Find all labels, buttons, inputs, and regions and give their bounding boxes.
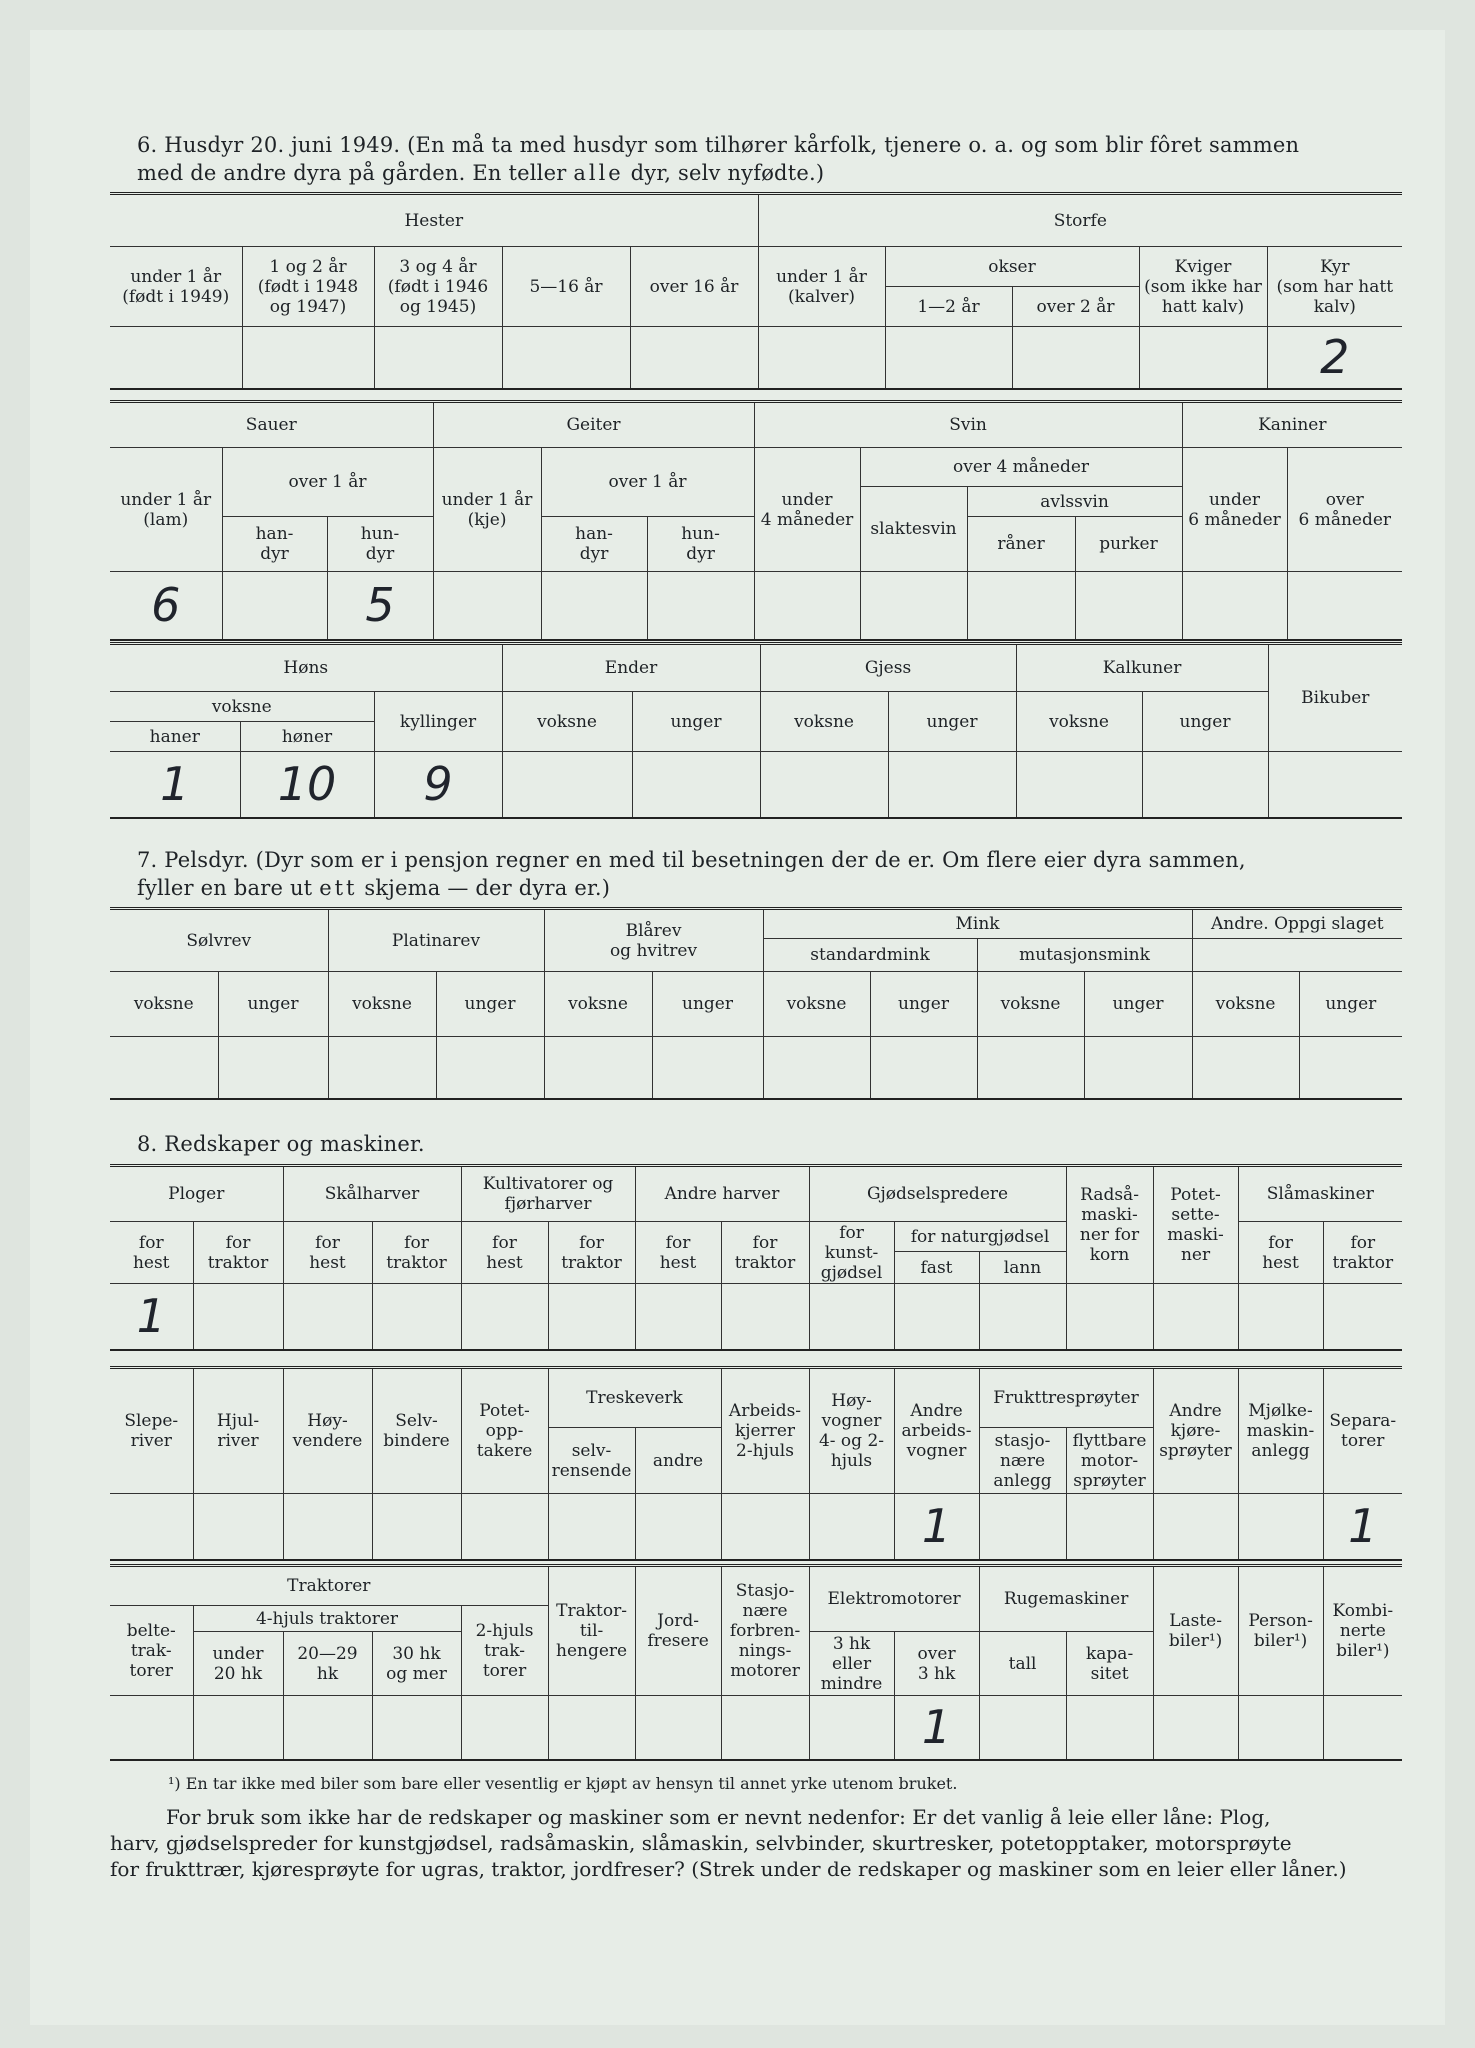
col-hester-under-1: under 1 år (født i 1949) bbox=[110, 247, 242, 327]
cell[interactable] bbox=[635, 1494, 721, 1560]
cell[interactable] bbox=[894, 1284, 979, 1350]
cell[interactable] bbox=[979, 1696, 1066, 1760]
col-fast: fast bbox=[894, 1252, 979, 1284]
col-sla-hest: for hest bbox=[1238, 1222, 1323, 1284]
cell[interactable] bbox=[652, 1037, 763, 1099]
col-gjess-voksne: voksne bbox=[760, 692, 888, 752]
col-haner: haner bbox=[110, 722, 240, 752]
cell[interactable] bbox=[502, 752, 632, 818]
header-solvrev: Sølvrev bbox=[110, 909, 328, 972]
header-blarev: Blårev og hvitrev bbox=[544, 909, 763, 972]
cell[interactable] bbox=[870, 1037, 977, 1099]
col-kalver: under 1 år (kalver) bbox=[758, 247, 885, 327]
cell[interactable] bbox=[193, 1494, 283, 1560]
cell[interactable] bbox=[721, 1696, 809, 1760]
col-arbeidskjerrer: Arbeids- kjerrer 2-hjuls bbox=[721, 1368, 809, 1494]
col-honer: høner bbox=[240, 722, 374, 752]
col-voksne: voksne bbox=[110, 972, 218, 1037]
header-sauer-over-1: over 1 år bbox=[222, 448, 433, 517]
cell[interactable] bbox=[1153, 1494, 1238, 1560]
cell[interactable] bbox=[1139, 327, 1267, 389]
cell[interactable] bbox=[1287, 572, 1402, 640]
col-voksne: voksne bbox=[544, 972, 652, 1037]
cell[interactable] bbox=[632, 752, 760, 818]
cell[interactable] bbox=[283, 1284, 372, 1350]
cell[interactable] bbox=[630, 327, 758, 389]
col-plog-hest: for hest bbox=[110, 1222, 193, 1284]
col-lam: under 1 år (lam) bbox=[110, 448, 222, 572]
col-beltetraktorer: belte- trak- torer bbox=[110, 1606, 193, 1696]
cell[interactable] bbox=[372, 1284, 461, 1350]
cell[interactable] bbox=[1182, 572, 1287, 640]
col-potetsettemaskiner: Potet- sette- maski- ner bbox=[1153, 1166, 1238, 1284]
col-2-hjuls-traktorer: 2-hjuls trak- torer bbox=[461, 1606, 548, 1696]
col-traktortilhengere: Traktor- til- hengere bbox=[548, 1566, 635, 1696]
col-unger: unger bbox=[1299, 972, 1402, 1037]
cell[interactable] bbox=[110, 1494, 193, 1560]
cell[interactable] bbox=[218, 1037, 328, 1099]
cell[interactable] bbox=[1066, 1494, 1153, 1560]
col-plog-traktor: for traktor bbox=[193, 1222, 283, 1284]
table-redskaper-2 bbox=[110, 1366, 1402, 1561]
cell[interactable] bbox=[1066, 1284, 1153, 1350]
header-ender: Ender bbox=[502, 644, 760, 692]
cell[interactable] bbox=[635, 1284, 721, 1350]
cell-andre-arbeidsvogner-value[interactable]: 1 bbox=[894, 1494, 979, 1560]
col-hoyvendere: Høy- vendere bbox=[283, 1368, 372, 1494]
cell[interactable] bbox=[760, 752, 888, 818]
cell[interactable] bbox=[1142, 752, 1268, 818]
cell[interactable] bbox=[977, 1037, 1084, 1099]
cell-separatorer-value[interactable]: 1 bbox=[1323, 1494, 1402, 1560]
cell[interactable] bbox=[193, 1284, 283, 1350]
header-hons: Høns bbox=[110, 644, 502, 692]
col-flyttbare-motorsproyter: flyttbare motor- sprøyter bbox=[1066, 1428, 1153, 1494]
section-7-line-1: 7. Pelsdyr. (Dyr som er i pensjon regner en med til besetningen der de er. Om flere eier dyra sammen, bbox=[137, 848, 1246, 872]
cell[interactable] bbox=[754, 572, 860, 640]
col-kyllinger: kyllinger bbox=[374, 692, 502, 752]
col-skal-traktor: for traktor bbox=[372, 1222, 461, 1284]
header-geiter: Geiter bbox=[433, 402, 754, 448]
header-platinarev: Platinarev bbox=[328, 909, 544, 972]
cell[interactable] bbox=[110, 1037, 218, 1099]
header-rugemaskiner: Rugemaskiner bbox=[979, 1566, 1153, 1632]
cell[interactable] bbox=[283, 1494, 372, 1560]
col-stasjonaere-motorer: Stasjo- nære forbren- nings- motorer bbox=[721, 1566, 809, 1696]
header-geiter-over-1: over 1 år bbox=[541, 448, 754, 517]
cell[interactable] bbox=[372, 1696, 461, 1760]
header-4-hjuls-traktorer: 4-hjuls traktorer bbox=[193, 1606, 461, 1632]
header-kaniner: Kaniner bbox=[1182, 402, 1402, 448]
col-lastebiler: Laste- biler¹) bbox=[1153, 1566, 1238, 1696]
table-hester-storfe bbox=[110, 192, 1402, 390]
col-voksne: voksne bbox=[763, 972, 870, 1037]
cell[interactable] bbox=[1238, 1696, 1323, 1760]
col-kombinerte-biler: Kombi- nerte biler¹) bbox=[1323, 1566, 1402, 1696]
cell-plog-hest-value[interactable]: 1 bbox=[110, 1284, 193, 1350]
col-mjolkemaskinanlegg: Mjølke- maskin- anlegg bbox=[1238, 1368, 1323, 1494]
section-6-heading bbox=[137, 131, 1407, 187]
cell[interactable] bbox=[502, 327, 630, 389]
cell[interactable] bbox=[461, 1696, 548, 1760]
col-andre-arbeidsvogner: Andre arbeids- vogner bbox=[894, 1368, 979, 1494]
col-under-20-hk: under 20 hk bbox=[193, 1632, 283, 1696]
col-andre-traktor: for traktor bbox=[721, 1222, 809, 1284]
table-sauer-geiter-svin-kaniner bbox=[110, 400, 1402, 641]
col-unger: unger bbox=[218, 972, 328, 1037]
col-sleperiver: Slepe- river bbox=[110, 1368, 193, 1494]
col-over-3-hk: over 3 hk bbox=[894, 1632, 979, 1696]
col-geiter-handyr: han- dyr bbox=[541, 517, 647, 572]
cell[interactable] bbox=[548, 1696, 635, 1760]
header-frukttresproyter: Frukttresprøyter bbox=[979, 1368, 1153, 1428]
header-kalkuner: Kalkuner bbox=[1016, 644, 1268, 692]
cell[interactable] bbox=[1066, 1696, 1153, 1760]
col-andre-hest: for hest bbox=[635, 1222, 721, 1284]
col-sauer-hundyr: hun- dyr bbox=[327, 517, 433, 572]
closing-line-3: for frukttrær, kjøresprøyte for ugras, traktor, jordfreser? (Strek under de redskaper og maskiner som en leier eller låner.) bbox=[110, 1857, 1347, 1881]
cell[interactable] bbox=[860, 572, 967, 640]
header-naturgjodsel: for naturgjødsel bbox=[894, 1222, 1066, 1252]
section-7-heading bbox=[137, 846, 1407, 902]
cell[interactable] bbox=[374, 327, 502, 389]
header-slamaskiner: Slåmaskiner bbox=[1238, 1166, 1402, 1222]
col-jordfresere: Jord- fresere bbox=[635, 1566, 721, 1696]
col-hjulriver: Hjul- river bbox=[193, 1368, 283, 1494]
col-ender-unger: unger bbox=[632, 692, 760, 752]
col-raner: råner bbox=[967, 517, 1075, 572]
col-unger: unger bbox=[870, 972, 977, 1037]
col-andre-kjoresproyter: Andre kjøre- sprøyter bbox=[1153, 1368, 1238, 1494]
col-kyr: Kyr (som har hatt kalv) bbox=[1267, 247, 1402, 327]
col-voksne: voksne bbox=[1192, 972, 1299, 1037]
col-ender-voksne: voksne bbox=[502, 692, 632, 752]
cell[interactable] bbox=[461, 1284, 548, 1350]
col-slaktesvin: slaktesvin bbox=[860, 487, 967, 572]
col-sauer-handyr: han- dyr bbox=[222, 517, 327, 572]
col-kult-hest: for hest bbox=[461, 1222, 548, 1284]
header-andre: Andre. Oppgi slaget bbox=[1192, 909, 1402, 939]
cell[interactable] bbox=[1192, 1037, 1299, 1099]
col-unger: unger bbox=[1084, 972, 1192, 1037]
section-7-line-2: fyller en bare ut ett skjema — der dyra er.) bbox=[137, 876, 611, 900]
cell[interactable] bbox=[1153, 1696, 1238, 1760]
cell[interactable] bbox=[110, 1696, 193, 1760]
header-kultivatorer: Kultivatorer og fjørharver bbox=[461, 1166, 635, 1222]
header-standardmink: standardmink bbox=[763, 939, 977, 972]
header-mink: Mink bbox=[763, 909, 1192, 939]
cell[interactable] bbox=[436, 1037, 544, 1099]
closing-line-2: harv, gjødselspreder for kunstgjødsel, radsåmaskin, slåmaskin, selvbinder, skurtresker, potetopptaker, motorsprøyte bbox=[110, 1831, 1292, 1855]
col-kunstgjodsel: for kunst- gjødsel bbox=[809, 1222, 894, 1284]
header-hons-voksne: voksne bbox=[110, 692, 374, 722]
col-skal-hest: for hest bbox=[283, 1222, 372, 1284]
cell[interactable] bbox=[283, 1696, 372, 1760]
cell-over-3-hk-value[interactable]: 1 bbox=[894, 1696, 979, 1760]
col-okser-1-2: 1—2 år bbox=[885, 287, 1012, 327]
col-unger: unger bbox=[436, 972, 544, 1037]
cell[interactable] bbox=[979, 1284, 1066, 1350]
cell[interactable] bbox=[544, 1037, 652, 1099]
col-radsamaskiner: Radså- maski- ner for korn bbox=[1066, 1166, 1153, 1284]
footnote: ¹) En tar ikke med biler som bare eller vesentlig er kjøpt av hensyn til annet yrke utenom bruket. bbox=[168, 1774, 958, 1793]
col-voksne: voksne bbox=[977, 972, 1084, 1037]
col-3-hk-eller-mindre: 3 hk eller mindre bbox=[809, 1632, 894, 1696]
col-kalkuner-voksne: voksne bbox=[1016, 692, 1142, 752]
cell[interactable] bbox=[1153, 1284, 1238, 1350]
closing-paragraph bbox=[110, 1804, 1405, 1882]
header-andre-harver: Andre harver bbox=[635, 1166, 809, 1222]
cell[interactable] bbox=[885, 327, 1012, 389]
header-okser: okser bbox=[885, 247, 1139, 287]
header-gjodselspredere: Gjødselspredere bbox=[809, 1166, 1066, 1222]
cell[interactable] bbox=[110, 327, 242, 389]
cell[interactable] bbox=[1075, 572, 1182, 640]
cell[interactable] bbox=[461, 1494, 548, 1560]
col-unger: unger bbox=[652, 972, 763, 1037]
cell[interactable] bbox=[721, 1494, 809, 1560]
col-bikuber: Bikuber bbox=[1268, 644, 1402, 752]
cell[interactable] bbox=[372, 1494, 461, 1560]
cell[interactable] bbox=[809, 1696, 894, 1760]
cell[interactable] bbox=[1016, 752, 1142, 818]
header-gjess: Gjess bbox=[760, 644, 1016, 692]
header-andre-blank bbox=[1192, 939, 1402, 972]
col-stasjonaere-anlegg: stasjo- nære anlegg bbox=[979, 1428, 1066, 1494]
cell[interactable] bbox=[758, 327, 885, 389]
table-fjorfe bbox=[110, 642, 1402, 819]
col-okser-over-2: over 2 år bbox=[1012, 287, 1139, 327]
col-kviger: Kviger (som ikke har hatt kalv) bbox=[1139, 247, 1267, 327]
cell[interactable] bbox=[763, 1037, 870, 1099]
col-purker: purker bbox=[1075, 517, 1182, 572]
header-storfe: Storfe bbox=[758, 194, 1402, 247]
col-30-hk-og-mer: 30 hk og mer bbox=[372, 1632, 461, 1696]
cell[interactable] bbox=[979, 1494, 1066, 1560]
col-selvbindere: Selv- bindere bbox=[372, 1368, 461, 1494]
cell-kyr-value[interactable]: 2 bbox=[1267, 327, 1402, 389]
col-voksne: voksne bbox=[328, 972, 436, 1037]
col-rugemaskiner-kapasitet: kapa- sitet bbox=[1066, 1632, 1153, 1696]
col-hester-1-2: 1 og 2 år (født i 1948 og 1947) bbox=[242, 247, 374, 327]
col-hester-5-16: 5—16 år bbox=[502, 247, 630, 327]
cell[interactable] bbox=[1084, 1037, 1192, 1099]
cell[interactable] bbox=[193, 1696, 283, 1760]
header-svin-over-4: over 4 måneder bbox=[860, 448, 1182, 487]
col-rugemaskiner-tall: tall bbox=[979, 1632, 1066, 1696]
cell[interactable] bbox=[541, 572, 647, 640]
cell[interactable] bbox=[1268, 752, 1402, 818]
table-pelsdyr bbox=[110, 907, 1402, 1100]
header-sauer: Sauer bbox=[110, 402, 433, 448]
col-personbiler: Person- biler¹) bbox=[1238, 1566, 1323, 1696]
cell[interactable] bbox=[1323, 1284, 1402, 1350]
col-hester-3-4: 3 og 4 år (født i 1946 og 1945) bbox=[374, 247, 502, 327]
cell[interactable] bbox=[1323, 1696, 1402, 1760]
col-sla-traktor: for traktor bbox=[1323, 1222, 1402, 1284]
table-redskaper-1 bbox=[110, 1164, 1402, 1351]
cell[interactable] bbox=[1299, 1037, 1402, 1099]
cell[interactable] bbox=[967, 572, 1075, 640]
col-potetopptakere: Potet- opp- takere bbox=[461, 1368, 548, 1494]
header-skalharver: Skålharver bbox=[283, 1166, 461, 1222]
col-svin-under-4: under 4 måneder bbox=[754, 448, 860, 572]
header-treskeverk: Treskeverk bbox=[548, 1368, 721, 1428]
col-kaniner-under-6: under 6 måneder bbox=[1182, 448, 1287, 572]
col-kje: under 1 år (kje) bbox=[433, 448, 541, 572]
cell[interactable] bbox=[635, 1696, 721, 1760]
header-mutasjonsmink: mutasjonsmink bbox=[977, 939, 1192, 972]
cell[interactable] bbox=[647, 572, 754, 640]
col-gjess-unger: unger bbox=[888, 692, 1016, 752]
col-lann: lann bbox=[979, 1252, 1066, 1284]
cell[interactable] bbox=[809, 1494, 894, 1560]
col-treskeverk-andre: andre bbox=[635, 1428, 721, 1494]
cell[interactable] bbox=[222, 572, 327, 640]
section-6-line-2: med de andre dyra på gården. En teller alle dyr, selv nyfødte.) bbox=[137, 161, 825, 185]
col-kaniner-over-6: over 6 måneder bbox=[1287, 448, 1402, 572]
section-6-line-1: 6. Husdyr 20. juni 1949. (En må ta med husdyr som tilhører kårfolk, tjenere o. a. og som blir fôret sammen bbox=[137, 133, 1300, 157]
cell-lam-value[interactable]: 6 bbox=[110, 572, 222, 640]
col-kalkuner-unger: unger bbox=[1142, 692, 1268, 752]
header-ploger: Ploger bbox=[110, 1166, 283, 1222]
cell-honer-value[interactable]: 10 bbox=[240, 752, 374, 818]
cell[interactable] bbox=[721, 1284, 809, 1350]
cell[interactable] bbox=[548, 1284, 635, 1350]
table-redskaper-3 bbox=[110, 1564, 1402, 1761]
section-8-heading: 8. Redskaper og maskiner. bbox=[137, 1132, 425, 1156]
header-svin: Svin bbox=[754, 402, 1182, 448]
header-elektromotorer: Elektromotorer bbox=[809, 1566, 979, 1632]
cell-kyllinger-value[interactable]: 9 bbox=[374, 752, 502, 818]
cell-haner-value[interactable]: 1 bbox=[110, 752, 240, 818]
header-hester: Hester bbox=[110, 194, 758, 247]
col-kult-traktor: for traktor bbox=[548, 1222, 635, 1284]
cell[interactable] bbox=[1012, 327, 1139, 389]
cell-hundyr-value[interactable]: 5 bbox=[327, 572, 433, 640]
closing-line-1: For bruk som ikke har de redskaper og maskiner som er nevnt nedenfor: Er det vanlig å leie eller låne: Plog, bbox=[166, 1805, 1271, 1829]
col-geiter-hundyr: hun- dyr bbox=[647, 517, 754, 572]
col-hoyvogner: Høy- vogner 4- og 2- hjuls bbox=[809, 1368, 894, 1494]
cell[interactable] bbox=[548, 1494, 635, 1560]
cell[interactable] bbox=[1238, 1284, 1323, 1350]
col-separatorer: Separa- torer bbox=[1323, 1368, 1402, 1494]
cell[interactable] bbox=[888, 752, 1016, 818]
col-selvrensende: selv- rensende bbox=[548, 1428, 635, 1494]
cell[interactable] bbox=[809, 1284, 894, 1350]
cell[interactable] bbox=[242, 327, 374, 389]
header-avlssvin: avlssvin bbox=[967, 487, 1182, 517]
col-hester-over-16: over 16 år bbox=[630, 247, 758, 327]
cell[interactable] bbox=[328, 1037, 436, 1099]
cell[interactable] bbox=[433, 572, 541, 640]
header-traktorer: Traktorer bbox=[110, 1566, 548, 1606]
cell[interactable] bbox=[1238, 1494, 1323, 1560]
col-20-29-hk: 20—29 hk bbox=[283, 1632, 372, 1696]
